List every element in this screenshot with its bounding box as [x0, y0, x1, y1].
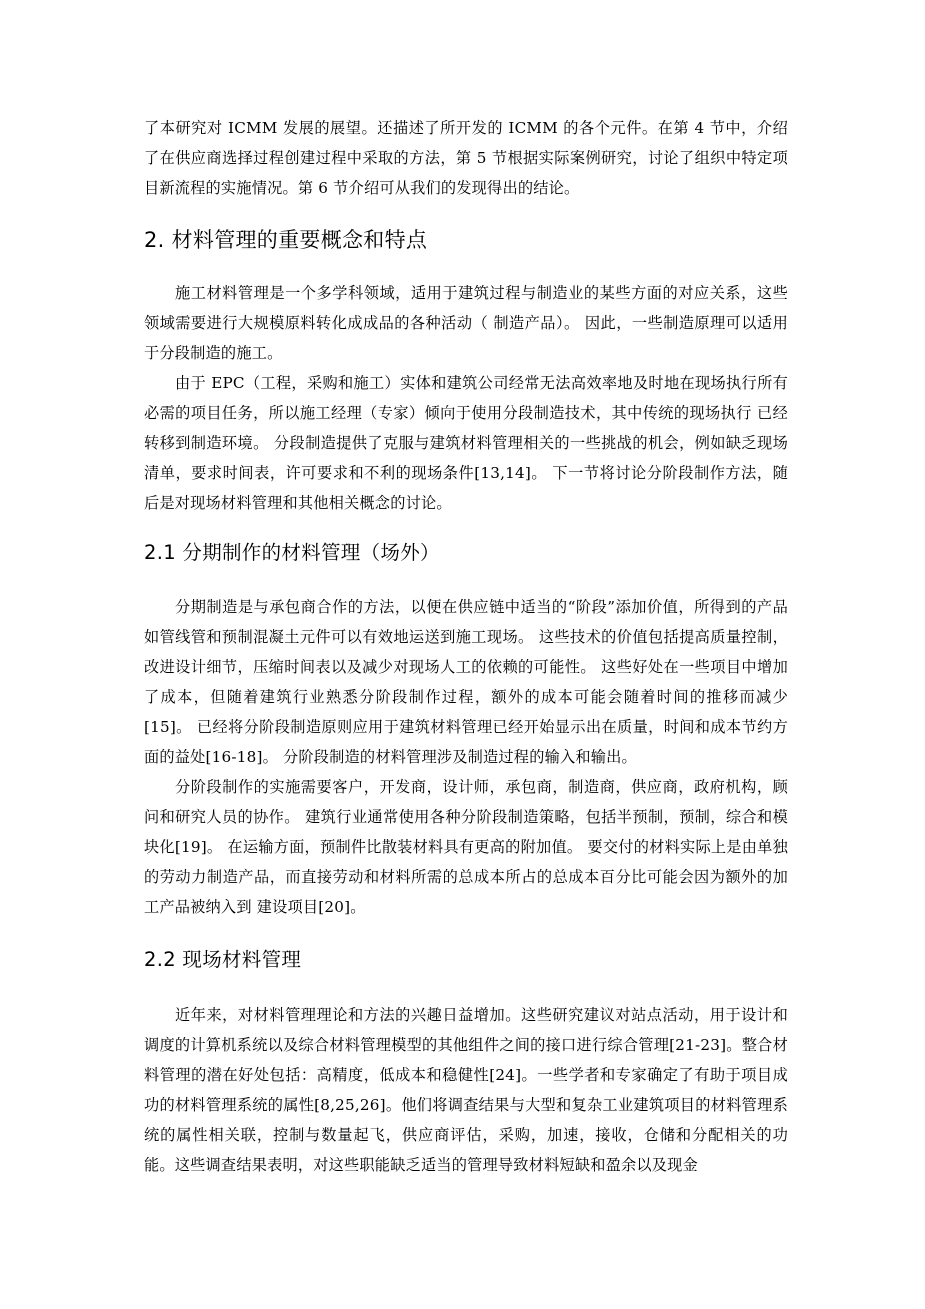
section-2-1-paragraph-1: 分期制造是与承包商合作的方法，以便在供应链中适当的“阶段”添加价值，所得到的产品如管线管和预制混凝土元件可以有效地运送到施工现场。 这些技术的价值包括提高质量控制，改进设计细节，压缩时间表以及减少对现场人工的依赖的可能性。 这些好处在一些项目中增加了成本，但随着建筑行业熟悉分阶段制作过程，额外的成本可能会随着时间的推移而减少[15]。 已经将分阶段制造原则应用于建筑材料管理已经开始显示出在质量，时间和成本节约方面的益处[16-18]。 分阶段制造的材料管理涉及制造过程的输入和输出。 — [144, 598, 788, 766]
section-heading-2: 2. 材料管理的重要概念和特点 — [144, 228, 428, 252]
intro-paragraph-continuation: 了本研究对 ICMM 发展的展望。还描述了所开发的 ICMM 的各个元件。在第 4 节中，介绍了在供应商选择过程创建过程中采取的方法，第 5 节根据实际案例研究，讨论了组织中特定项目新流程的实施情况。第 6 节介绍可从我们的发现得出的结论。 — [144, 119, 788, 197]
section-2-paragraph-1: 施工材料管理是一个多学科领域，适用于建筑过程与制造业的某些方面的对应关系，这些领域需要进行大规模原料转化成成品的各种活动（ 制造产品）。 因此，一些制造原理可以适用于分段制造的施工。 — [144, 284, 788, 362]
section-2-1-paragraph-2: 分阶段制作的实施需要客户，开发商，设计师，承包商，制造商，供应商，政府机构，顾问和研究人员的协作。 建筑行业通常使用各种分阶段制造策略，包括半预制，预制，综合和模块化[19]。 在运输方面，预制件比散装材料具有更高的附加值。 要交付的材料实际上是由单独的劳动力制造产品，而直接劳动和材料所需的总成本所占的总成本百分比可能会因为额外的加工产品被纳入到 建设项目[20]。 — [144, 778, 788, 916]
section-heading-2-1: 2.1 分期制作的材料管理（场外） — [144, 541, 440, 564]
section-2-paragraph-2: 由于 EPC（工程，采购和施工）实体和建筑公司经常无法高效率地及时地在现场执行所有必需的项目任务，所以施工经理（专家）倾向于使用分段制造技术，其中传统的现场执行 已经转移到制造环境。 分段制造提供了克服与建筑材料管理相关的一些挑战的机会，例如缺乏现场清单，要求时间表，许可要求和不利的现场条件[13,14]。 下一节将讨论分阶段制作方法，随后是对现场材料管理和其他相关概念的讨论。 — [144, 374, 788, 512]
section-heading-2-2: 2.2 现场材料管理 — [144, 948, 302, 971]
section-2-2-paragraph-1: 近年来，对材料管理理论和方法的兴趣日益增加。这些研究建议对站点活动，用于设计和调度的计算机系统以及综合材料管理模型的其他组件之间的接口进行综合管理[21-23]。整合材料管理的潜在好处包括：高精度，低成本和稳健性[24]。一些学者和专家确定了有助于项目成功的材料管理系统的属性[8,25,26]。他们将调查结果与大型和复杂工业建筑项目的材料管理系统的属性相关联，控制与数量起飞，供应商评估，采购，加速，接收，仓储和分配相关的功能。这些调查结果表明，对这些职能缺乏适当的管理导致材料短缺和盈余以及现金 — [144, 1006, 788, 1174]
